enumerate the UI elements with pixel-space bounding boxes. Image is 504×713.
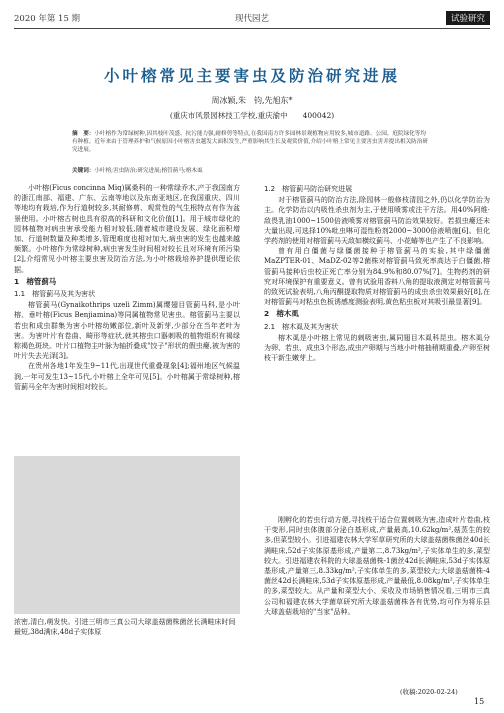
keywords-label: 关键词： bbox=[72, 168, 95, 174]
issue-label: 2020 年第 15 期 bbox=[14, 14, 81, 24]
article-title: 小叶榕常见主要害虫及防治研究进展 bbox=[103, 67, 400, 85]
paragraph-1-1b: 在贵州各地1年发生9~11代,出现世代重叠现象[4];福州地区气候温润,一年可发生13~15代,小叶榕上全年可见[5]。小叶榕属于常绿树种,榕管蓟马全年为害时间相对较长。 bbox=[14, 362, 240, 391]
author-list: 周冰颖,朱 钧,先旭东* bbox=[211, 96, 293, 105]
abstract-block bbox=[72, 130, 428, 155]
subsection-heading-1-2: 1.2 榕管蓟马防治研究进展 bbox=[264, 185, 353, 193]
paragraph-1-2b: 曾有用白僵菌与绿僵菌接种于榕管蓟马的实验,其中绿僵菌MaZPTER-01、MaDZ-02等2菌株对榕管蓟马致死率高达于白僵菌,榕管蓟马接种后虫校正死亡率分别为84.9%和80.07%[7]。生物药剂的研究对环境保护有重要意义。曾有试验用香料八角的提取液测定对榕管蓟马的致死试验表明,八角丙酮提取物质对榕管蓟马的成虫杀虫效果最好[8],在对榕管蓟马对粘虫色板诱感度测验表明,黄色粘虫板对其吸引最显著[9]。 bbox=[264, 247, 490, 307]
subsection-heading-2-1: 2.1 榕木虱及其为害状 bbox=[264, 322, 339, 331]
paragraph-1-2a: 对于榕管蓟马的防治方法,除园林一般修枝清园之外,仍以化学防治为主。化学防治以内吸性杀虫剂为主,于使用喷雾或注干方法。用40%阿维·敌畏乳油1000~1500倍液喷雾对榕管蓟马防治效果较好。若损虫瘿还未大量出现,可选择10%吡虫啉可湿性粉剂2000~3000倍液喷施[6]。但化学药剂的使用对榕管蓟马天敌如横纹蓟马、小花蝽等也产生了不良影响。 bbox=[264, 196, 490, 246]
section-heading-2: 2 榕木虱 bbox=[264, 309, 299, 319]
subsection-heading-1-1: 1.1 榕管蓟马及其为害状 bbox=[14, 290, 96, 299]
page-number: 15 bbox=[474, 697, 485, 706]
paragraph-lower-right: 刚孵化的若虫行动方便,寻找枝干适合位置刺吸为害,造成叶片卷曲,枝干变形,同时虫体腹部分泌白基形成,产量最高,10.62kg/m²,菇蒸生的较多,但菜型较小。引进福建农林大学军草研究所的大球盖菇菌株菌丝40d长满畦床,52d子实体原基形成,产量第二,8.73kg/m²,子实体单生的多,菜型较大。引进福建农科院的大球盖菇菌株-1菌丝42d长满畦床,53d子实体原基形成,产量第三,8.33kg/m²,子实体单生的多,菜型较大;大球盖菇菌株-4菌丝42d长满畦床,53d子实体原基形成,产量最低,8.08kg/m²,子实体单生的多,菜型较大。从产量和菜型大小、采收及市场销售情况看,三明市三真公司和福建农林大学菌草研究所大球盖菇菌株各有优势,均可作为将乐县大球盖菇栽培的"当家"品种。 bbox=[264, 516, 490, 616]
figure-placeholder bbox=[14, 456, 240, 614]
keywords-text: 小叶榕;害虫防治;研究进展;榕管蓟马;榕木虱 bbox=[94, 168, 203, 174]
left-column bbox=[14, 183, 240, 392]
paragraph-2-1: 榕木虱是小叶榕上常见的刺吸害虫,属同翅目木虱科昆虫。榕木虱分为卵、若虫、成虫3个形态,成虫产卵期与当地小叶榕抽稍期重叠,产卵至树枝干新生嫩芽上。 bbox=[264, 333, 490, 363]
received-date: (收稿:2020-02-24) bbox=[400, 688, 458, 696]
lower-left-text: 浓密,清白,萌发快。引进三明市三真公司大球盖菇菌株菌丝长满畦床时间最短,38d满床,48d子实体原 bbox=[14, 618, 236, 637]
paragraph-1-1: 榕管蓟马(Gynaikothrips uzeli Zimm)属缨翅目管蓟马科,是小叶榕、垂叶榕(Ficus Benjiamina)等同属植物常见害虫。榕管蓟马主要以若虫和成虫群集为害小叶榕幼嫩部位,新叶及新芽,少部分在当年老叶为害。为害叶片有卷曲、畸形等症状,就其榕虫口器刺吸的植物组织有褐绿粽褐色斑块。叶片口植物主叶脉为轴折叠成"饺子"形状的假虫瘿,被为害的叶片失去光泽[3]。 bbox=[14, 301, 240, 361]
section-badge: 试验研究 bbox=[446, 11, 490, 25]
running-header bbox=[14, 12, 490, 26]
abstract-text: 小叶榕作为常绿树种,因其枝叶茂盛、抗污能力强,耐修剪等特点,在我国南方许多园林景观植物应用较多,城市道路、公园、庭院绿化等均有种植。近年来由于管理养护和气候原因小叶榕害虫越发大面积发生,严重影响其生长及观赏价值,介绍小叶榕上常见主要害虫害并提出相关防治研究进展。 bbox=[72, 131, 428, 154]
affiliation: (重庆市风景园林技工学校,重庆渝中 400042) bbox=[169, 111, 335, 120]
header-divider bbox=[14, 28, 490, 29]
section-heading-1: 1 榕管蓟马 bbox=[14, 276, 57, 286]
lower-right-text bbox=[264, 515, 490, 617]
journal-name: 现代园艺 bbox=[234, 14, 269, 24]
right-column bbox=[264, 183, 490, 363]
keywords-block bbox=[72, 166, 428, 174]
intro-paragraph: 小叶榕(Ficus concinna Miq)属桑科的一种常绿乔木,产于我国南方的浙江南部、福建、广东、云南等地以及东南亚地区,在我国重庆、四川等地均有栽培,作为行道树较多,其耐修剪、观赏性的气生根特点有作为盆景使用。小叶榕古树也具有很高的科研和文化价值[1]。用于城市绿化的园林植物对病虫害承受能力相对较低,随着城市建设发展、绿化面积增加、行道树数量及种类增多,管理难度也相对加大,病虫害的发生也越来越频繁。小叶榕作为常绿树种,病虫害发生时间相对较长且对环境有所污染[2],介绍常见小叶榕主要虫害及防治方法,为小叶榕栽培养护提供理论依据。 bbox=[14, 184, 240, 274]
abstract-label: 摘 要： bbox=[72, 131, 95, 137]
